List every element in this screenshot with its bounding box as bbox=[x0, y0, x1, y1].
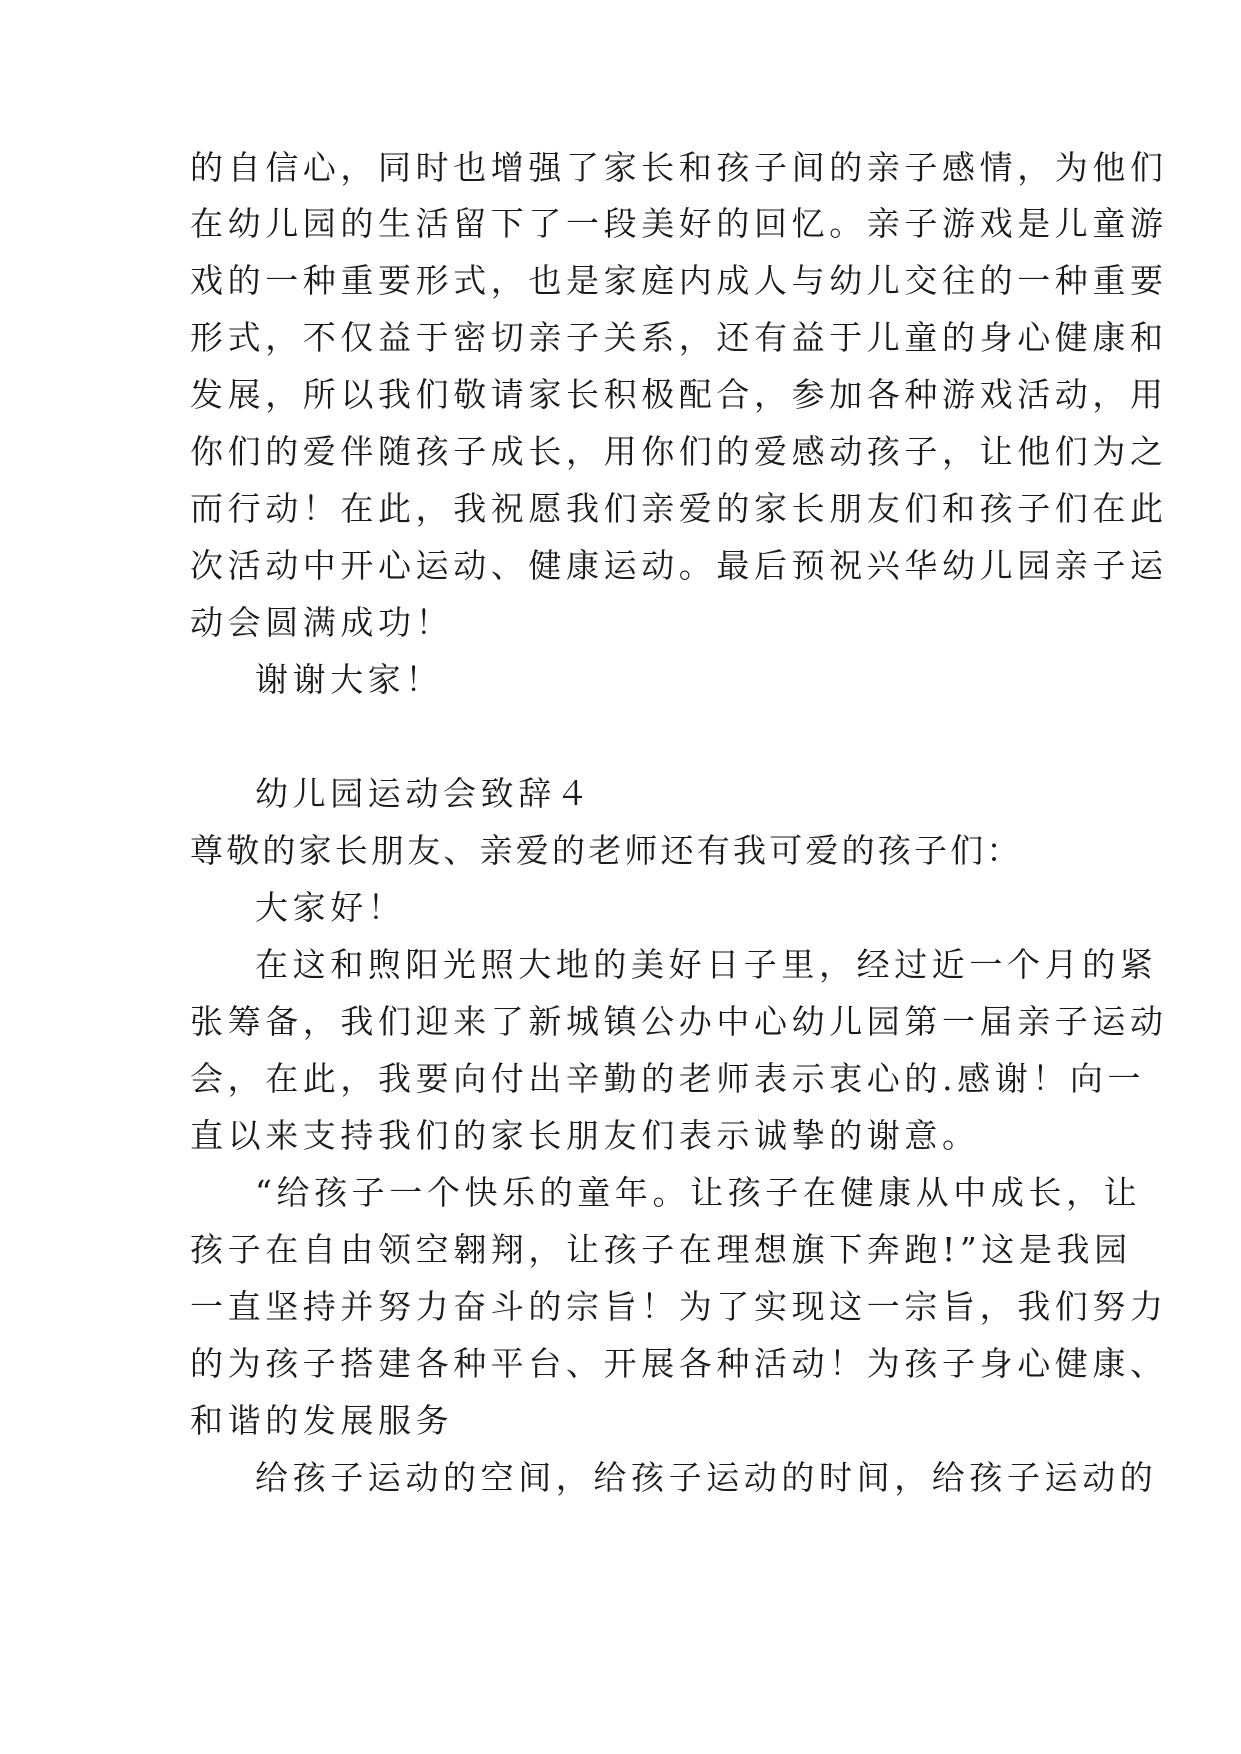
text-line: 的为孩子搭建各种平台、开展各种活动！为孩子身心健康、 bbox=[190, 1344, 1168, 1383]
text-line: 孩子在自由领空翱翔，让孩子在理想旗下奔跑!”这是我园 bbox=[190, 1230, 1132, 1269]
text-line: 一直坚持并努力奋斗的宗旨！为了实现这一宗旨，我们努力 bbox=[190, 1287, 1168, 1326]
section-heading: 幼儿园运动会致辞４ bbox=[255, 774, 594, 813]
text-line: 给孩子运动的空间，给孩子运动的时间，给孩子运动的 bbox=[255, 1458, 1158, 1497]
text-line: 你们的爱伴随孩子成长，用你们的爱感动孩子，让他们为之 bbox=[190, 432, 1168, 471]
text-line: 在这和煦阳光照大地的美好日子里，经过近一个月的紧 bbox=[255, 945, 1158, 984]
text-line: 会，在此，我要向付出辛勤的老师表示衷心的.感谢！向一 bbox=[190, 1059, 1146, 1098]
text-line: 动会圆满成功！ bbox=[190, 603, 454, 642]
text-line: “给孩子一个快乐的童年。让孩子在健康从中成长，让 bbox=[255, 1173, 1142, 1212]
text-line: 和谐的发展服务 bbox=[190, 1401, 454, 1440]
text-line: 的自信心，同时也增强了家长和孩子间的亲子感情，为他们 bbox=[190, 148, 1168, 187]
greeting: 大家好！ bbox=[255, 888, 406, 927]
text-line: 张筹备，我们迎来了新城镇公办中心幼儿园第一届亲子运动 bbox=[190, 1002, 1168, 1041]
text-line: 直以来支持我们的家长朋友们表示诚挚的谢意。 bbox=[190, 1116, 980, 1155]
text-line: 在幼儿园的生活留下了一段美好的回忆。亲子游戏是儿童游 bbox=[190, 204, 1168, 243]
salutation: 尊敬的家长朋友、亲爱的老师还有我可爱的孩子们： bbox=[190, 831, 1023, 870]
text-line: 发展，所以我们敬请家长积极配合，参加各种游戏活动，用 bbox=[190, 375, 1168, 414]
closing-thanks: 谢谢大家！ bbox=[255, 660, 443, 699]
text-line: 戏的一种重要形式，也是家庭内成人与幼儿交往的一种重要 bbox=[190, 261, 1168, 300]
text-line: 而行动！在此，我祝愿我们亲爱的家长朋友们和孩子们在此 bbox=[190, 489, 1168, 528]
text-line: 次活动中开心运动、健康运动。最后预祝兴华幼儿园亲子运 bbox=[190, 546, 1168, 585]
text-line: 形式，不仅益于密切亲子关系，还有益于儿童的身心健康和 bbox=[190, 318, 1168, 357]
